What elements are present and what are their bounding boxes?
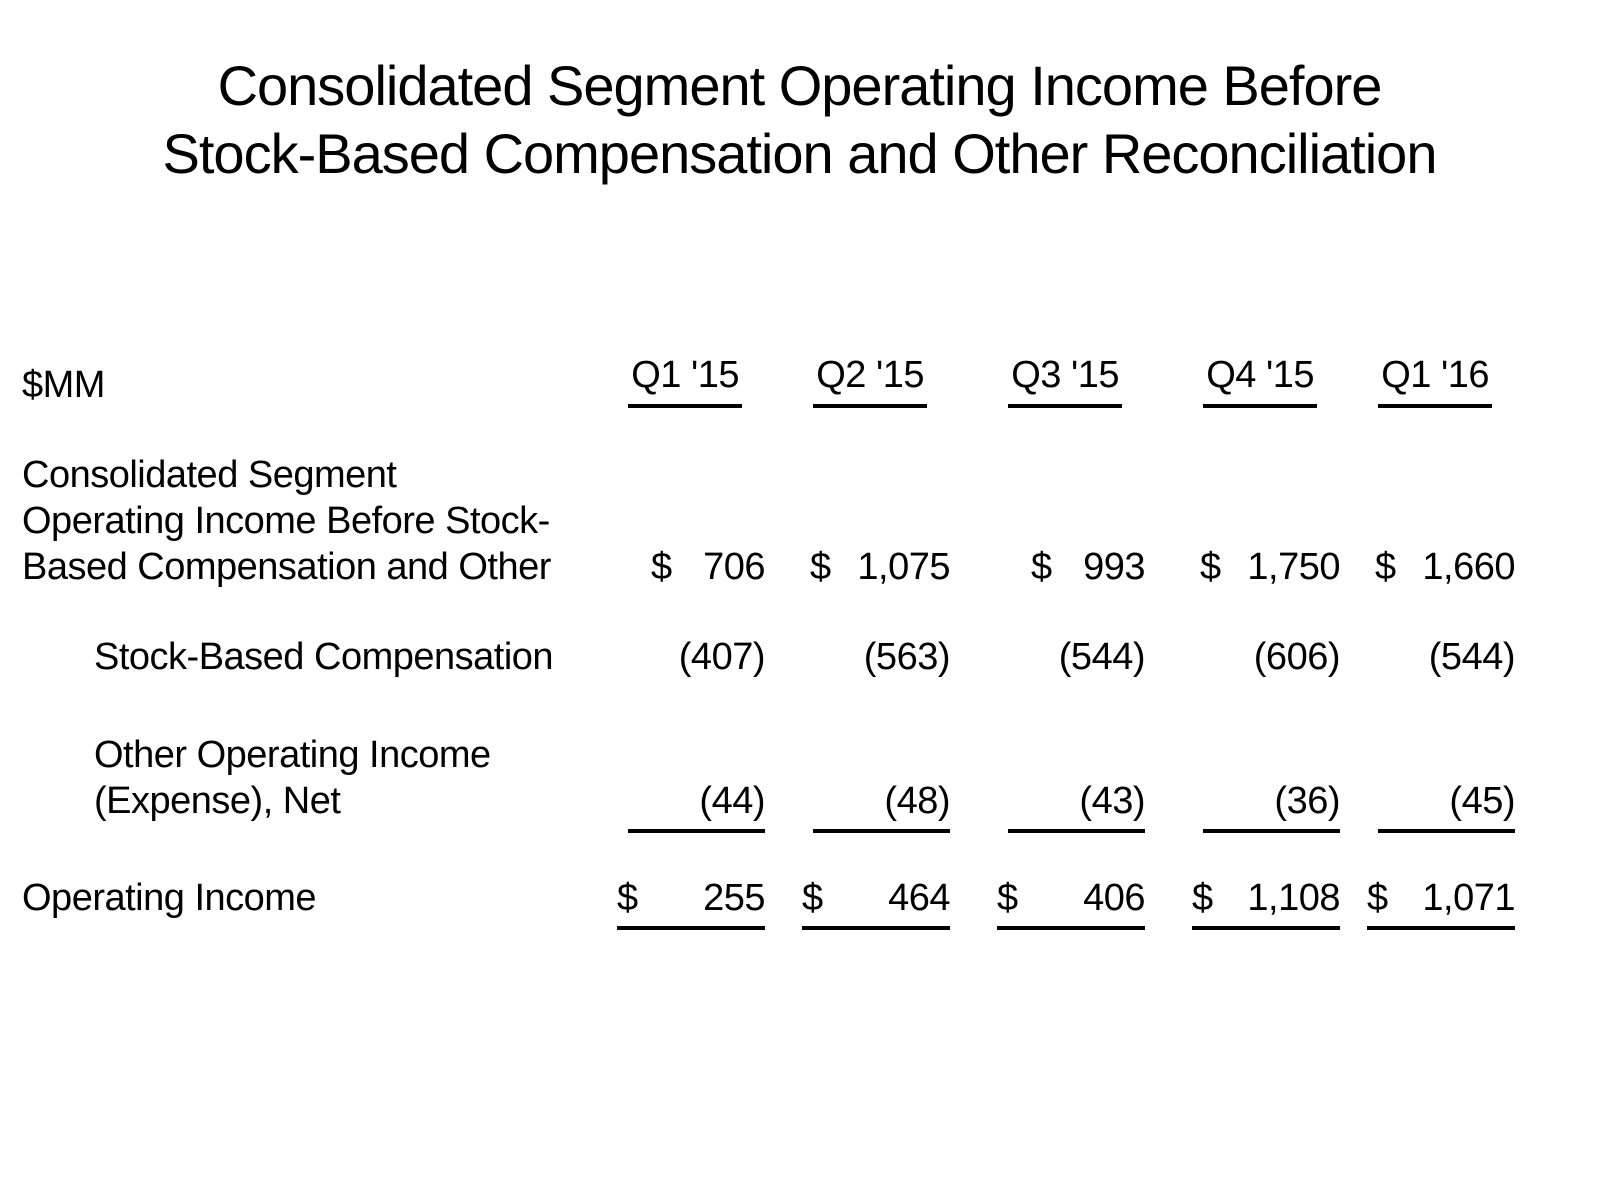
column-header-q2-15: Q2 '15	[813, 352, 927, 408]
value-cell-q3-15	[950, 875, 1145, 930]
column-header-q4-15: Q4 '15	[1203, 352, 1317, 408]
value-cell-q1-16	[1340, 634, 1515, 680]
underlined-amount: (48)	[813, 778, 950, 833]
table-row-stock-based-compensation	[22, 634, 1599, 680]
currency-symbol: $	[1375, 546, 1396, 588]
column-header-cell-q2-15	[765, 352, 950, 408]
row-label-line: Consolidated Segment	[22, 454, 397, 496]
value-cell-q1-15	[612, 634, 765, 680]
value-cell-q1-16	[1340, 875, 1515, 930]
value-cell-q3-15	[950, 634, 1145, 680]
currency-symbol: $	[997, 877, 1018, 919]
amount: 406	[1083, 877, 1145, 919]
value-cell-q2-15	[765, 778, 950, 833]
amount: 993	[1083, 546, 1145, 588]
money-value	[1031, 544, 1145, 590]
reconciliation-table	[22, 352, 1599, 930]
value-cell-q1-15	[612, 875, 765, 930]
table-row-operating-income	[22, 875, 1599, 930]
column-header-cell-q4-15	[1145, 352, 1340, 408]
column-header-q1-15: Q1 '15	[628, 352, 742, 408]
amount: (563)	[863, 636, 950, 678]
value-cell-q1-16	[1340, 778, 1515, 833]
currency-symbol: $	[1200, 546, 1221, 588]
currency-symbol: $	[1031, 546, 1052, 588]
value-cell-q1-15	[612, 544, 765, 590]
value-cell-q4-15	[1145, 875, 1340, 930]
amount: (544)	[1428, 636, 1515, 678]
row-label-line: Based Compensation and Other	[22, 546, 551, 588]
amount: 1,075	[857, 546, 950, 588]
column-header-cell-q1-15	[612, 352, 765, 408]
row-label	[22, 732, 612, 833]
value-cell-q2-15	[765, 875, 950, 930]
currency-symbol: $	[651, 546, 672, 588]
page-title	[0, 52, 1599, 188]
amount: 706	[703, 546, 765, 588]
value-cell-q1-16	[1340, 544, 1515, 590]
underlined-amount: (43)	[1008, 778, 1145, 833]
value-cell-q1-15	[612, 778, 765, 833]
column-header-cell-q3-15	[950, 352, 1145, 408]
money-value	[1375, 544, 1515, 590]
value-cell-q4-15	[1145, 778, 1340, 833]
currency-symbol: $	[1367, 877, 1388, 919]
underlined-amount: (36)	[1203, 778, 1340, 833]
column-header-q3-15: Q3 '15	[1008, 352, 1122, 408]
column-header-q1-16: Q1 '16	[1378, 352, 1492, 408]
currency-symbol: $	[802, 877, 823, 919]
column-header-cell-q1-16	[1340, 352, 1515, 408]
table-header-row	[22, 352, 1599, 408]
row-label-line: Operating Income	[22, 877, 317, 919]
row-label	[22, 875, 612, 930]
row-label-line: Stock-Based Compensation	[94, 636, 554, 678]
table-row-segment-operating-income	[22, 452, 1599, 590]
money-value	[1200, 544, 1340, 590]
amount: (606)	[1253, 636, 1340, 678]
amount: (544)	[1058, 636, 1145, 678]
amount: (407)	[678, 636, 765, 678]
value-cell-q3-15	[950, 778, 1145, 833]
total-money-value	[617, 875, 765, 930]
row-label	[22, 634, 612, 680]
total-money-value	[1367, 875, 1515, 930]
value-cell-q4-15	[1145, 544, 1340, 590]
row-label	[22, 452, 612, 590]
money-value	[651, 544, 765, 590]
amount: 1,071	[1422, 877, 1515, 919]
amount: 255	[703, 877, 765, 919]
underlined-amount: (45)	[1378, 778, 1515, 833]
units-label: $MM	[22, 364, 105, 406]
page-title-line-2: Stock-Based Compensation and Other Reconciliation	[162, 122, 1437, 185]
value-cell-q2-15	[765, 544, 950, 590]
row-label-line: (Expense), Net	[94, 780, 341, 822]
value-cell-q4-15	[1145, 634, 1340, 680]
total-money-value	[997, 875, 1145, 930]
page-title-line-1: Consolidated Segment Operating Income Before	[217, 54, 1382, 117]
amount: 1,660	[1422, 546, 1515, 588]
money-value	[810, 544, 950, 590]
row-label-line: Other Operating Income	[94, 734, 491, 776]
amount: 1,750	[1247, 546, 1340, 588]
row-label-line: Operating Income Before Stock-	[22, 500, 550, 542]
total-money-value	[802, 875, 950, 930]
currency-symbol: $	[1192, 877, 1213, 919]
amount: 1,108	[1247, 877, 1340, 919]
currency-symbol: $	[810, 546, 831, 588]
total-money-value	[1192, 875, 1340, 930]
underlined-amount: (44)	[628, 778, 765, 833]
table-row-other-operating-income-expense-net	[22, 732, 1599, 833]
value-cell-q3-15	[950, 544, 1145, 590]
currency-symbol: $	[617, 877, 638, 919]
value-cell-q2-15	[765, 634, 950, 680]
amount: 464	[888, 877, 950, 919]
